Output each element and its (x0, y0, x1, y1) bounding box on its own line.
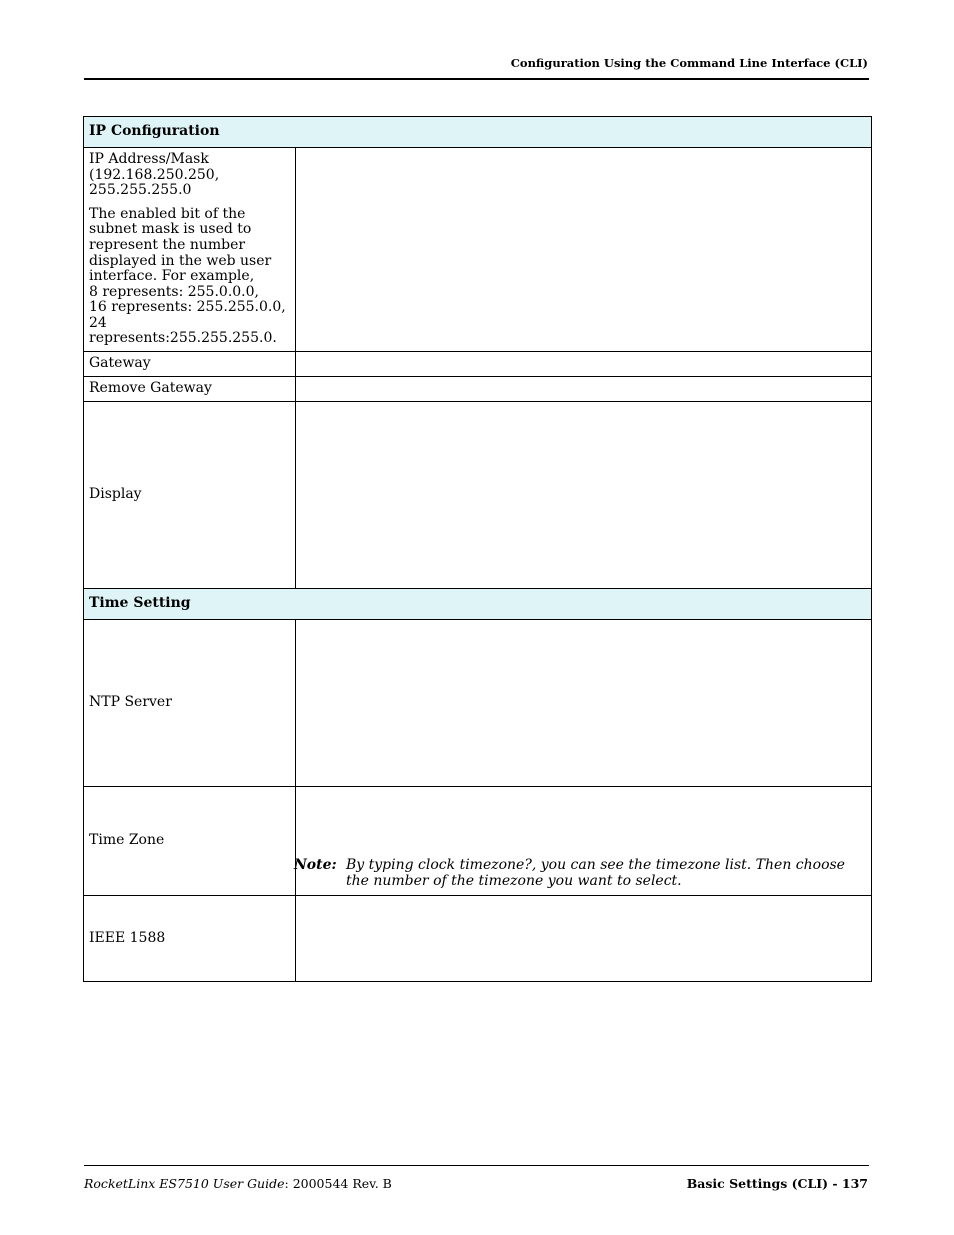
ip-mask-example-16: 16 represents: 255.255.0.0, (89, 299, 286, 316)
display-label: Display (84, 402, 296, 589)
header-rule (84, 78, 869, 80)
table-row (84, 377, 872, 402)
time-zone-note (296, 857, 866, 889)
time-zone-label: Time Zone (84, 787, 296, 896)
time-zone-value (296, 787, 872, 896)
ip-address-mask-title: IP Address/Mask (192.168.250.250, 255.255.255.0 (89, 150, 220, 199)
section-header-time-setting: Time Setting (84, 589, 872, 620)
page-header-title: Configuration Using the Command Line Interface (CLI) (510, 56, 868, 70)
note-text: By typing clock timezone?, you can see the timezone list. Then choose the number of the timezone you want to select. (346, 857, 845, 889)
remove-gateway-label: Remove Gateway (84, 377, 296, 402)
table-row (84, 787, 872, 896)
ip-mask-explanation: The enabled bit of the subnet mask is used to represent the number displayed in the web user interface. For example, (89, 205, 272, 285)
ieee-1588-label: IEEE 1588 (84, 896, 296, 982)
remove-gateway-value (296, 377, 872, 402)
footer-product-info (84, 1176, 392, 1191)
ieee-1588-value (296, 896, 872, 982)
footer-rule (84, 1165, 869, 1166)
table-row (84, 620, 872, 787)
section-header-ip-configuration: IP Configuration (84, 117, 872, 148)
table-row (84, 148, 872, 352)
ip-address-mask-value (296, 148, 872, 352)
gateway-value (296, 352, 872, 377)
footer-doc-number: : 2000544 Rev. B (284, 1176, 392, 1191)
configuration-table (83, 116, 872, 982)
gateway-label: Gateway (84, 352, 296, 377)
ntp-server-value (296, 620, 872, 787)
ip-mask-example-24: 24 represents:255.255.255.0. (89, 314, 277, 347)
table-row (84, 896, 872, 982)
ntp-server-label: NTP Server (84, 620, 296, 787)
note-label: Note: (294, 857, 337, 873)
table-row (84, 117, 872, 148)
footer-product-name: RocketLinx ES7510 User Guide (84, 1176, 285, 1191)
table-row (84, 402, 872, 589)
table-row (84, 352, 872, 377)
ip-address-mask-label (84, 148, 296, 352)
ip-address-mask-description (89, 207, 290, 347)
footer-page-label: Basic Settings (CLI) - 137 (686, 1176, 868, 1191)
display-value (296, 402, 872, 589)
ip-mask-example-8: 8 represents: 255.0.0.0, (89, 283, 259, 300)
table-row (84, 589, 872, 620)
